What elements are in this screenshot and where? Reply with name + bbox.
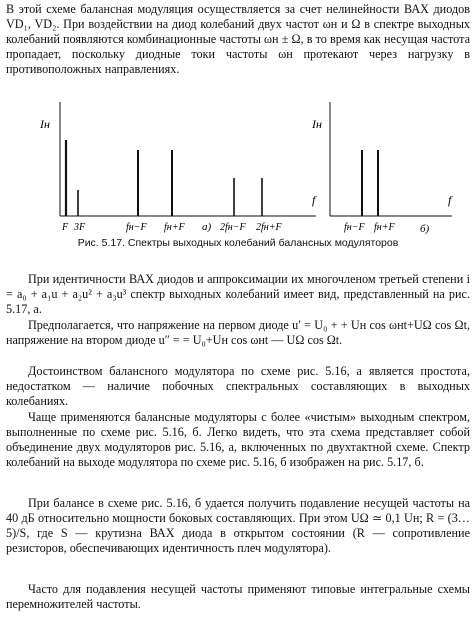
tick-2fn-minus-F: 2fн−F [220,222,246,233]
right-spectrum-panel [311,102,453,235]
tick-fn-plus-F: fн+F [164,222,185,233]
tick-fn-minus-F: fн−F [126,222,147,233]
paragraph-intro: В этой схеме балансная модуляция осуществляется за счет нелинейности ВАХ диодов VD₁, VD₂. При воздействии на диод колебаний двух частот ωн и Ω в спектре выходных колебаний появляются комбинационные частоты ωн ± Ω, в то время как несущая частота пропадает, поскольку диодные токи частоты ωн протекают через нагрузку в противоположных направлениях. [6,2,470,76]
left-y-label: Iн [40,117,50,131]
left-spectrum-panel [39,102,317,233]
paragraph-balance: При балансе в схеме рис. 5.16, б удается получить подавление несущей частоты на 40 дБ относительно мощности боковых составляющих. При этом UΩ ≃ 0,1 Uн; R = (3… 5)/S, где S — крутизна ВАХ диода в открытом состоянии (R — сопротивление резисторов, обеспечивающих идентичность плеч модулятора). [6,496,470,555]
tick-right-fn-minus-F: fн−F [344,222,365,233]
tick-3F: 3F [74,222,86,233]
spectra-figure [0,98,476,238]
tick-2fn-plus-F: 2fн+F [256,222,282,233]
right-x-label: f [448,193,452,207]
paragraph-multipliers: Часто для подавления несущей частоты применяют типовые интегральные схемы перемножителей частоты. [6,582,470,611]
tick-F: F [62,222,69,233]
figure-caption: Рис. 5.17. Спектры выходных колебаний балансных модуляторов [77,237,399,249]
left-x-label: f [312,193,316,207]
figure-5-17 [0,98,476,258]
left-panel-label: а) [202,221,212,233]
tick-right-fn-plus-F: fн+F [374,222,395,233]
right-panel-label: б) [420,223,430,235]
right-y-label: Iн [312,117,322,131]
paragraph-diode-voltages: Предполагается, что напряжение на первом диоде u′ = U₀ + + Uн cos ωнt+UΩ cos Ωt, напряжение на втором диоде u″ = = U₀+Uн cos ωнt — UΩ cos Ωt. [6,318,470,347]
paragraph-vax-approx: При идентичности ВАХ диодов и аппроксимации их многочленом третьей степени i = a₀ + a₁u + a₂u² + a₃u³ спектр выходных колебаний имеет вид, представленный на рис. 5.17, а. [6,272,470,316]
paragraph-advantages: Достоинством балансного модулятора по схеме рис. 5.16, а является простота, недостатком — наличие побочных спектральных составляющих в выходных колебаниях. [6,364,470,408]
paragraph-clean-spectrum: Чаще применяются балансные модуляторы с более «чистым» выходным спектром, выполненные по схеме рис. 5.16, б. Легко видеть, что эта схема представляет собой объединение двух модуляторов рис. 5.16, а, включенных по двухтактной схеме. Спектр колебаний на выходе модулятора по схеме рис. 5.16, б изображен на рис. 5.17, б. [6,410,470,469]
